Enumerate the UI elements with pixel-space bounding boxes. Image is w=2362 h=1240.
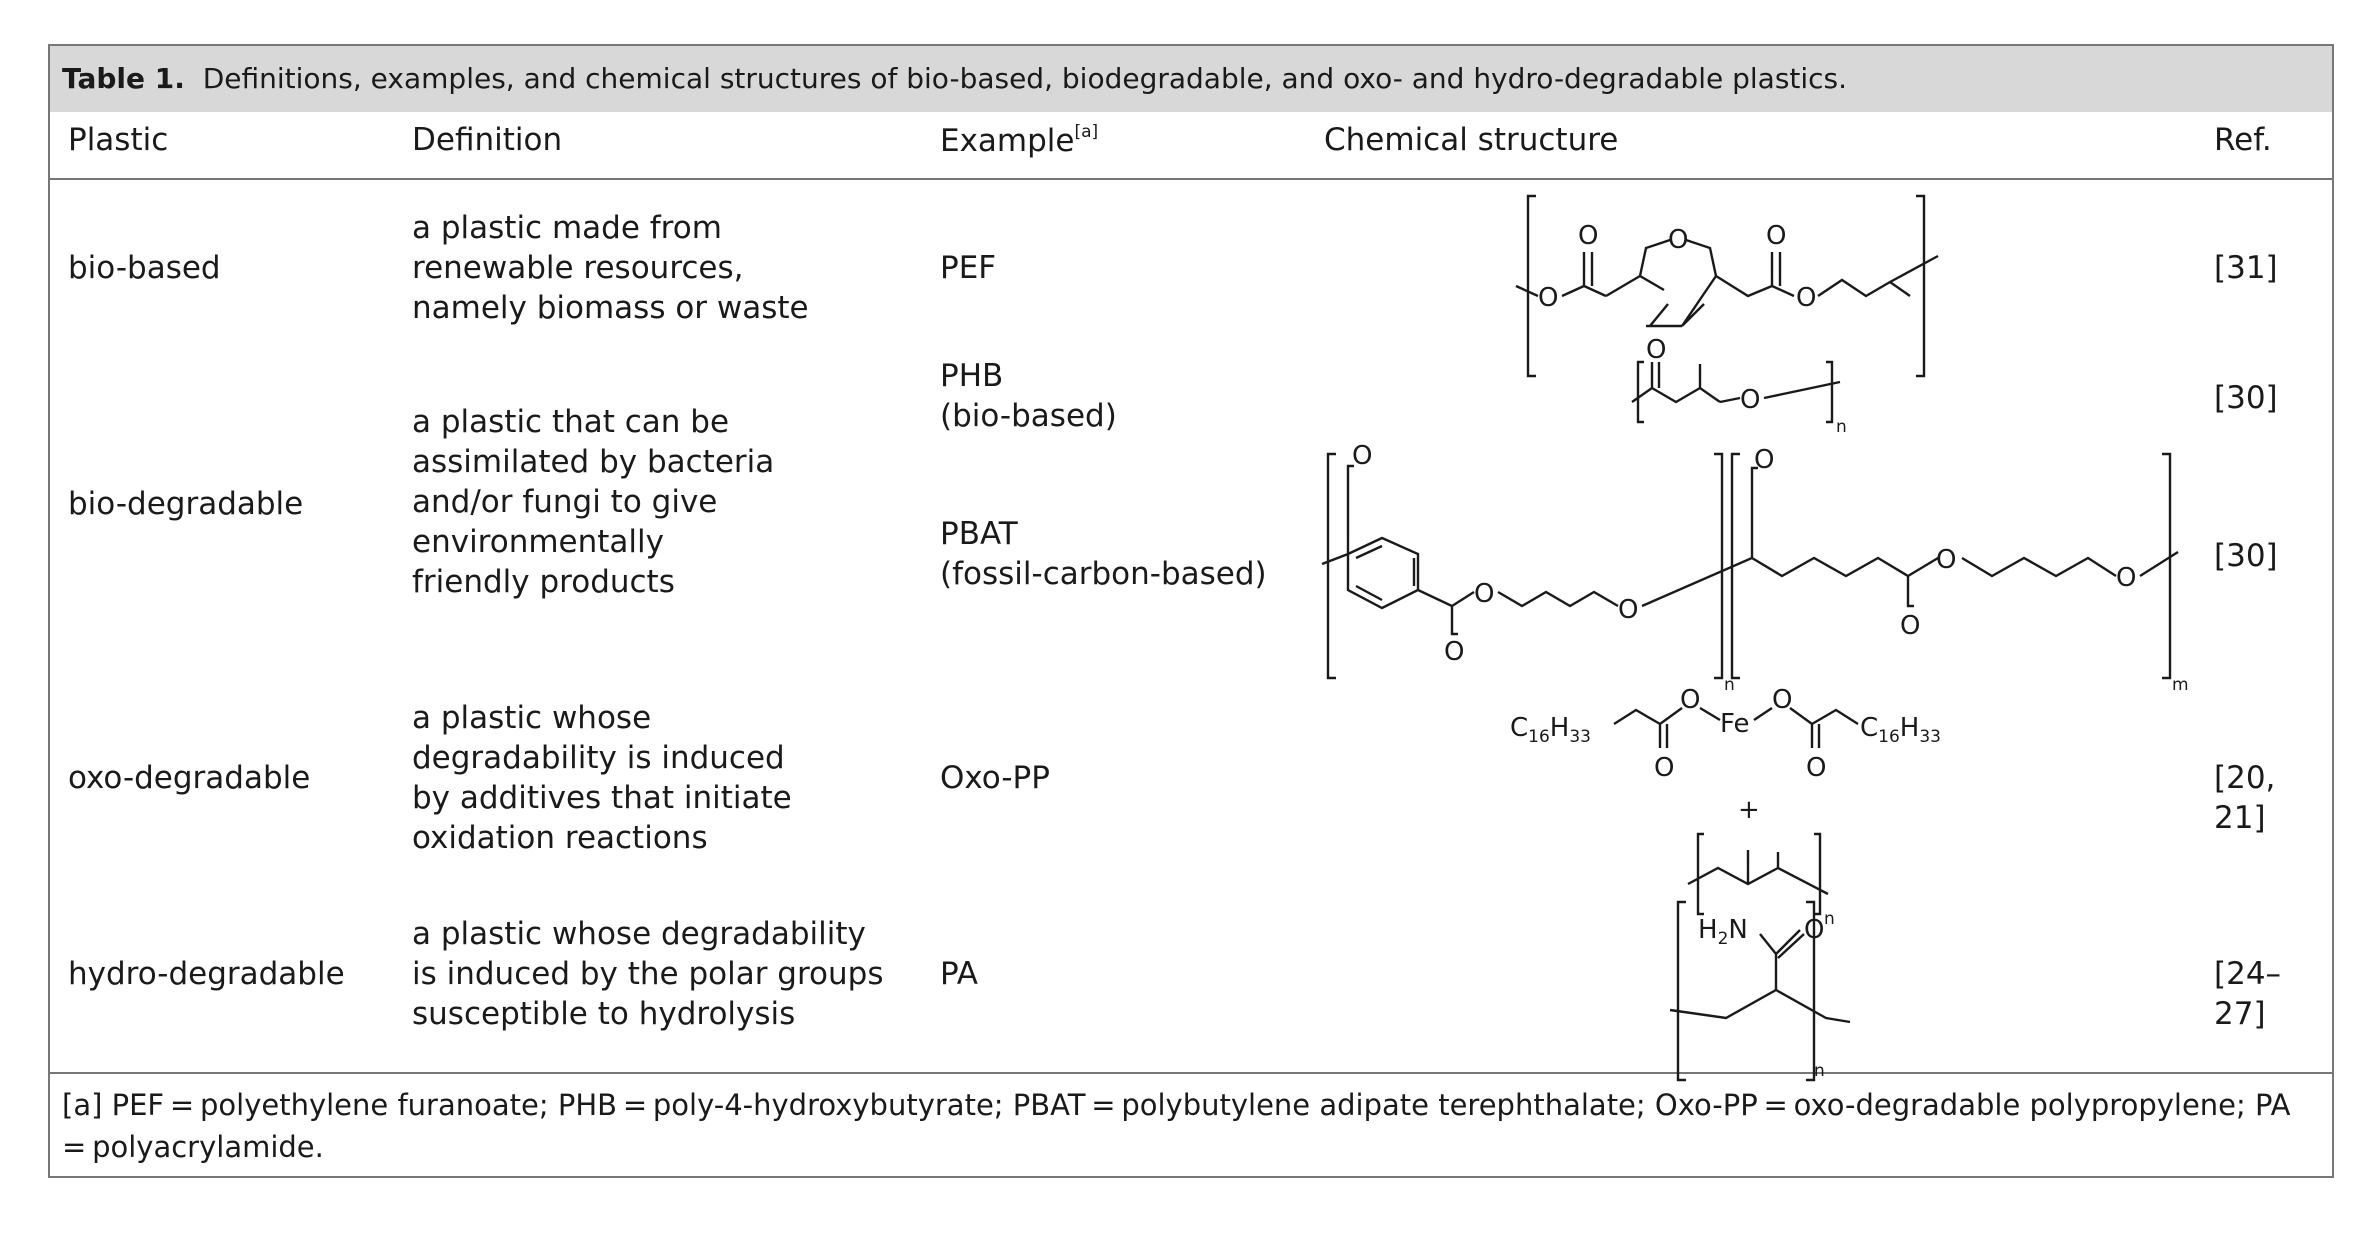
- table-1: [48, 44, 2334, 1178]
- example-note: (fossil-carbon-based): [940, 556, 1267, 592]
- header-plastic: Plastic: [68, 122, 169, 158]
- atom-label: O: [2116, 563, 2137, 593]
- row-biobased-ref: [31]: [2214, 250, 2278, 286]
- definition-line: is induced by the polar groups: [412, 956, 884, 992]
- header-example-note: [a]: [1074, 122, 1099, 142]
- row-biobased-plastic: bio-based: [68, 250, 221, 286]
- definition-line: namely biomass or waste: [412, 290, 809, 326]
- row-hydrodegradable-plastic: hydro-degradable: [68, 956, 345, 992]
- row-hydrodegradable-ref: [24–27]: [2214, 956, 2282, 1032]
- definition-line: degradability is induced: [412, 740, 785, 776]
- row-hydrodegradable-definition: [412, 914, 884, 1034]
- row-oxodegradable-example: Oxo-PP: [940, 760, 1050, 796]
- row-phb-example: [940, 356, 1117, 436]
- definition-line: susceptible to hydrolysis: [412, 996, 796, 1032]
- alkyl-c16h33-right: $C_{16}H_{33}$: [1860, 713, 1941, 747]
- atom-label: O: [1804, 915, 1825, 945]
- amide-h2n: $H_2N$: [1698, 915, 1748, 949]
- atom-label: O: [1352, 441, 1373, 471]
- repeat-n: n: [1824, 909, 1835, 929]
- footnote: [a] PEF = polyethylene furanoate; PHB = poly-4-hydroxybutyrate; PBAT = polybutylene adipate terephthalate; Oxo-PP = oxo-degradable polypropylene; PA = polyacrylamide.: [62, 1088, 2297, 1164]
- row-pbat-ref: [30]: [2214, 538, 2278, 574]
- phb-structure: [1630, 335, 1850, 442]
- definition-line: a plastic whose: [412, 700, 652, 736]
- atom-label: O: [1444, 637, 1465, 667]
- example-name: PBAT: [940, 516, 1018, 552]
- atom-label: O: [1646, 335, 1667, 365]
- alkyl-c16h33-left: $C_{16}H_{33}$: [1510, 713, 1591, 747]
- definition-line: renewable resources,: [412, 250, 744, 286]
- atom-label: O: [1772, 685, 1793, 715]
- atom-label: O: [1900, 611, 1921, 641]
- atom-label: O: [1740, 385, 1761, 415]
- row-oxodegradable-definition: [412, 698, 792, 858]
- row-biobased-definition: [412, 208, 809, 328]
- definition-line: a plastic made from: [412, 210, 722, 246]
- definition-line: a plastic whose degradability: [412, 916, 866, 952]
- header-rule: [50, 178, 2332, 180]
- atom-label: O: [1766, 221, 1787, 251]
- definition-line: assimilated by bacteria: [412, 444, 775, 480]
- repeat-n: n: [1814, 1061, 1825, 1081]
- row-biobased-example: PEF: [940, 250, 997, 286]
- header-example: [940, 122, 1098, 159]
- atom-label: O: [1754, 445, 1775, 475]
- atom-label: O: [1936, 545, 1957, 575]
- example-name: PHB: [940, 358, 1004, 394]
- atom-label: O: [1474, 579, 1495, 609]
- header-example-label: Example: [940, 123, 1075, 159]
- atom-label: O: [1618, 595, 1639, 625]
- definition-line: by additives that initiate: [412, 780, 792, 816]
- atom-label: Fe: [1720, 709, 1750, 739]
- example-note: (bio-based): [940, 398, 1117, 434]
- definition-line: and/or fungi to give: [412, 484, 718, 520]
- repeat-m: m: [2172, 675, 2189, 695]
- header-ref: Ref.: [2214, 122, 2272, 158]
- definition-line: oxidation reactions: [412, 820, 708, 856]
- repeat-n: n: [1724, 675, 1735, 695]
- atom-label: O: [1806, 753, 1827, 783]
- row-pbat-example: [940, 514, 1267, 594]
- atom-label: O: [1680, 685, 1701, 715]
- plus-sign: +: [1738, 795, 1760, 825]
- definition-line: environmentally: [412, 524, 664, 560]
- row-biodegradable-plastic: bio-degradable: [68, 486, 304, 522]
- row-oxodegradable-ref: [20, 21]: [2214, 760, 2276, 836]
- pa-structure: [1610, 894, 1910, 1084]
- atom-label: O: [1668, 225, 1689, 255]
- atom-label: O: [1538, 283, 1559, 313]
- header-definition: Definition: [412, 122, 563, 158]
- footnote-rule: [50, 1072, 2332, 1074]
- caption-label: Table 1.: [62, 62, 185, 95]
- row-phb-ref: [30]: [2214, 380, 2278, 416]
- row-hydrodegradable-example: PA: [940, 956, 978, 992]
- table-caption: [50, 46, 2332, 112]
- repeat-n: n: [1836, 417, 1847, 437]
- definition-line: friendly products: [412, 564, 675, 600]
- atom-label: O: [1796, 283, 1817, 313]
- row-biodegradable-definition: [412, 402, 774, 602]
- row-oxodegradable-plastic: oxo-degradable: [68, 760, 311, 796]
- caption-text: Definitions, examples, and chemical structures of bio-based, biodegradable, and oxo- and hydro-degradable plastics.: [202, 62, 1848, 95]
- atom-label: O: [1654, 753, 1675, 783]
- atom-label: O: [1578, 221, 1599, 251]
- header-chemical-structure: Chemical structure: [1324, 122, 1619, 158]
- definition-line: a plastic that can be: [412, 404, 730, 440]
